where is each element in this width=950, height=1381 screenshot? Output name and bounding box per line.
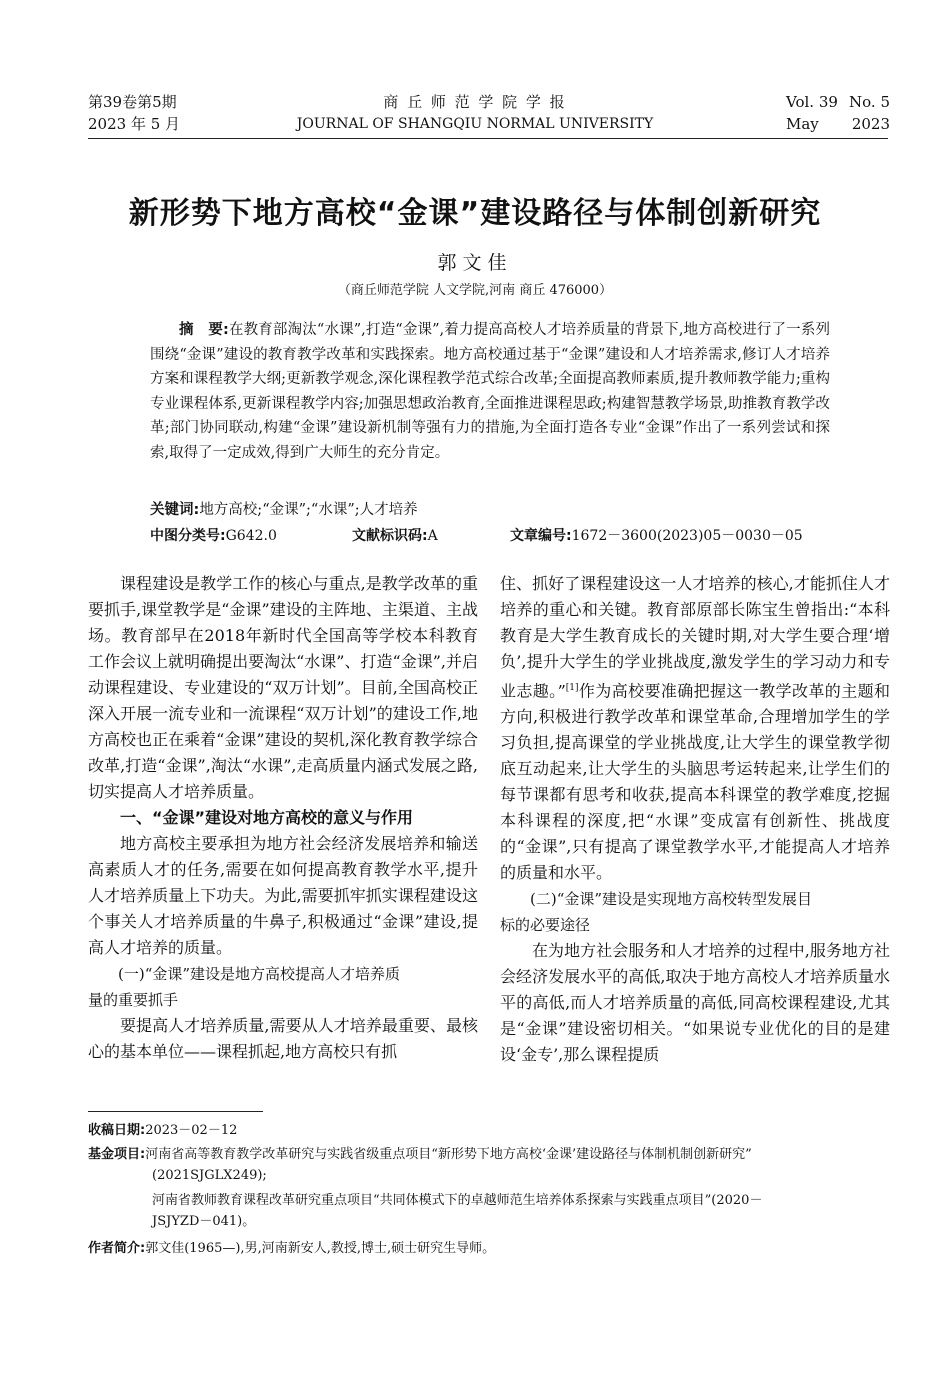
issue-info xyxy=(88,91,180,135)
fund-label: 基金项目: xyxy=(88,1147,146,1162)
month-en: May xyxy=(786,115,819,133)
issue-info-en xyxy=(786,91,890,135)
year-en: 2023 xyxy=(851,115,890,133)
subsection-heading-line1: (一)“金课”建设是地方高校提高人才培养质 xyxy=(118,965,401,983)
abstract-label: 摘 要: xyxy=(179,322,229,338)
paragraph: 地方高校主要承担为地方社会经济发展培养和输送高素质人才的任务,需要在如何提高教育教学水平,提升人才培养质量上下功夫。为此,需要抓牢抓实课程建设这个事关人才培养质量的牛鼻子,积极通过“金课”建设,提高人才培养的质量。 xyxy=(88,834,478,957)
subsection-heading-line1: (二)“金课”建设是实现地方高校转型发展目 xyxy=(530,890,813,909)
body-right-column xyxy=(500,571,890,1068)
article-no-value: 1672－3600(2023)05－0030－05 xyxy=(571,528,803,544)
header-rule xyxy=(88,138,888,139)
paragraph xyxy=(500,571,890,886)
fund-text: 河南省教师教育课程改革研究重点项目“共同体模式下的卓越师范生培养体系探索与实践重点项目”(2020－ xyxy=(152,1193,763,1208)
article-title: 新形势下地方高校“金课”建设路径与体制创新研究 xyxy=(128,196,822,231)
journal-name xyxy=(290,91,660,135)
paragraph-text: 作为高校要准确把握这一教学改革的主题和方向,积极进行教学改革和课堂革命,合理增加学生的学习负担,提高课堂的学业挑战度,让大学生的课堂教学彻底互动起来,让大学生的头脑思考运转起来,让学生们的每节课都有思考和收获,提高本科课堂的教学难度,挖掘本科课程的深度,把“水课”变成富有创新性、挑战度的“金课”,只有提高了课堂教学水平,才能提高人才培养的质量和水平。 xyxy=(500,681,890,883)
abstract xyxy=(150,318,830,465)
clc-value: G642.0 xyxy=(225,528,277,544)
paragraph: 课程建设是教学工作的核心与重点,是教学改革的重要抓手,课堂教学是“金课”建设的主阵地、主渠道、主战场。教育部早在2018年新时代全国高等学校本科教育工作会议上就明确提出要淘汰“水课”、打造“金课”,并启动课程建设、专业建设的“双万计划”。目前,全国高校正深入开展一流专业和一流课程“双万计划”的建设工作,地方高校也正在乘着“金课”建设的契机,深化教育教学综合改革,打造“金课”,淘汰“水课”,走高质量内涵式发展之路,切实提高人才培养质量。 xyxy=(88,574,478,801)
subsection-heading-line2: 标的必要途径 xyxy=(500,916,591,935)
author-bio-label: 作者简介: xyxy=(88,1241,146,1256)
keywords-text: 地方高校;“金课”;“水课”;人才培养 xyxy=(199,502,418,518)
author-name: 郭文佳 xyxy=(437,252,513,274)
fund-text: (2021SJGLX249); xyxy=(152,1168,267,1183)
issue-volume: 第39卷第5期 xyxy=(88,93,177,111)
clc-number xyxy=(150,525,277,545)
fund-text: JSJYZD－041)。 xyxy=(152,1214,256,1229)
received-value: 2023－02－12 xyxy=(145,1123,238,1138)
footnotes xyxy=(88,1120,888,1259)
keywords-label: 关键词: xyxy=(150,502,200,518)
issue-date: 2023 年 5 月 xyxy=(88,115,181,133)
journal-name-en: JOURNAL OF SHANGQIU NORMAL UNIVERSITY xyxy=(296,116,654,132)
fund-project xyxy=(88,1144,888,1165)
subsection-heading-line2: 量的重要抓手 xyxy=(88,991,179,1009)
journal-name-cn: 商 丘 师 范 学 院 学 报 xyxy=(383,93,567,111)
article-number xyxy=(510,525,803,545)
footnote-rule xyxy=(88,1111,263,1112)
article-no-label: 文章编号: xyxy=(510,528,572,544)
volume-en: Vol. 39 xyxy=(786,93,838,111)
paragraph: 在为地方社会服务和人才培养的过程中,服务地方社会经济发展水平的高低,取决于地方高校人才培养质量水平的高低,而人才培养质量的高低,同高校课程建设,尤其是“金课”建设密切相关。“如果说专业优化的目的是建设‘金专’,那么课程提质 xyxy=(500,941,890,1065)
author-bio-text: 郭文佳(1965—),男,河南新安人,教授,博士,硕士研究生导师。 xyxy=(145,1241,496,1256)
abstract-text: 在教育部淘汰“水课”,打造“金课”,着力提高高校人才培养质量的背景下,地方高校进行了一系列围绕“金课”建设的教育教学改革和实践探索。地方高校通过基于“金课”建设和人才培养需求,修订人才培养方案和课程教学大纲;更新教学观念,深化课程教学范式综合改革;全面提高教师素质,提升教师教学能力;重构专业课程体系,更新课程教学内容;加强思想政治教育,全面推进课程思政;构建智慧教学场景,助推教育教学改革;部门协同联动,构建“金课”建设新机制等强有力的措施,为全面打造各专业“金课”作出了一系列尝试和探索,取得了一定成效,得到广大师生的充分肯定。 xyxy=(150,322,830,461)
received-date xyxy=(88,1120,888,1141)
fund-text: 河南省高等教育教学改革研究与实践省级重点项目“新形势下地方高校‘金课’建设路径与体制机制创新研究” xyxy=(145,1147,752,1162)
doc-value: A xyxy=(427,528,438,544)
doc-label: 文献标识码: xyxy=(352,528,428,544)
author-bio xyxy=(88,1238,888,1259)
keywords xyxy=(150,498,418,519)
affiliation: （商丘师范学院 人文学院,河南 商丘 476000） xyxy=(337,283,613,298)
clc-label: 中图分类号: xyxy=(150,528,226,544)
paragraph-text: 住、抓好了课程建设这一人才培养的核心,才能抓住人才培养的重心和关键。教育部原部长陈宝生曾指出:“本科教育是大学生教育成长的关键时期,对大学生要合理‘增负’,提升大学生的学业挑战度,激发学生的学习动力和专业志趣。” xyxy=(500,574,890,701)
citation: [1] xyxy=(565,683,579,693)
document-code xyxy=(352,525,438,545)
number-en: No. 5 xyxy=(849,93,890,111)
body-left-column xyxy=(88,571,478,1065)
paragraph: 要提高人才培养质量,需要从人才培养最重要、最核心的基本单位——课程抓起,地方高校只有抓 xyxy=(88,1016,478,1061)
received-label: 收稿日期: xyxy=(88,1123,146,1138)
section-heading: 一、“金课”建设对地方高校的意义与作用 xyxy=(120,808,414,827)
